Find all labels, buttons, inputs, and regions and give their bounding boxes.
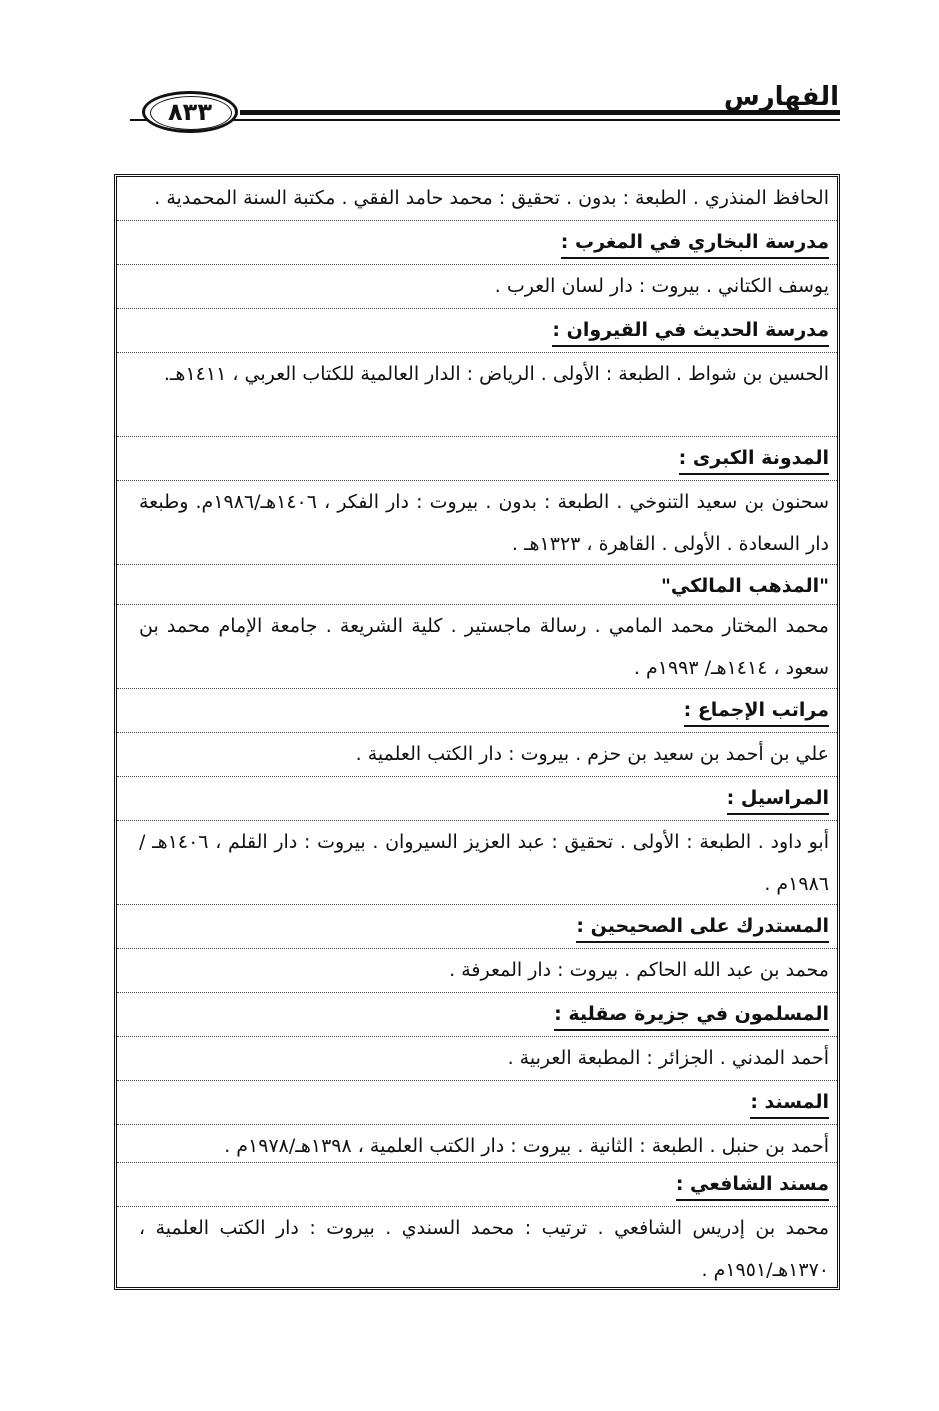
entry-title: مسند الشافعي : (117, 1163, 837, 1207)
entry-details: الحافظ المنذري . الطبعة : بدون . تحقيق : محمد حامد الفقي . مكتبة السنة المحمدية . (117, 177, 837, 221)
entry-details: أحمد بن حنبل . الطبعة : الثانية . بيروت : دار الكتب العلمية ، ١٣٩٨هـ/١٩٧٨م . (117, 1125, 837, 1163)
entry-title: المسند : (117, 1081, 837, 1125)
bibliography-table (114, 174, 840, 1290)
entry-details: الحسين بن شواط . الطبعة : الأولى . الرياض : الدار العالمية للكتاب العربي ، ١٤١١هـ. (117, 353, 837, 437)
entry-details: علي بن أحمد بن سعيد بن حزم . بيروت : دار الكتب العلمية . (117, 733, 837, 777)
page-number: ٨٣٣ (168, 98, 212, 126)
entry-details: أبو داود . الطبعة : الأولى . تحقيق : عبد العزيز السيروان . بيروت : دار القلم ، ١٤٠٦هـ /١٩٨٦م . (117, 821, 837, 905)
entry-title: مدرسة الحديث في القيروان : (117, 309, 837, 353)
entry-details: أحمد المدني . الجزائر : المطبعة العربية . (117, 1037, 837, 1081)
page-number-oval-inner (150, 96, 232, 130)
entry-details: محمد بن عبد الله الحاكم . بيروت : دار المعرفة . (117, 949, 837, 993)
entry-details: محمد بن إدريس الشافعي . ترتيب : محمد السندي . بيروت : دار الكتب العلمية ، ١٣٧٠هـ/١٩٥١م . (139, 1217, 829, 1281)
entry-title: المدونة الكبرى : (117, 437, 837, 481)
entry-details: يوسف الكتاني . بيروت : دار لسان العرب . (117, 265, 837, 309)
entry-title: مدرسة البخاري في المغرب : (117, 221, 837, 265)
entry-title: المستدرك على الصحيحين : (117, 905, 837, 949)
entry-details: محمد المختار محمد المامي . رسالة ماجستير . كلية الشريعة . جامعة الإمام محمد بن سعود ، ١٤١٤هـ/ ١٩٩٣م . (117, 605, 837, 689)
entry-title: المسلمون في جزيرة صقلية : (117, 993, 837, 1037)
entry-title: المراسيل : (117, 777, 837, 821)
header-rule-thin (130, 119, 840, 121)
page-header (0, 0, 939, 140)
running-title: الفهارس (723, 82, 839, 112)
entry-title: "المذهب المالكي" (117, 565, 837, 605)
entry-title: مراتب الإجماع : (117, 689, 837, 733)
entry-details: سحنون بن سعيد التنوخي . الطبعة : بدون . بيروت : دار الفكر ، ١٤٠٦هـ/١٩٨٦م. وطبعة دار السعادة . الأولى . القاهرة ، ١٣٢٣هـ . (117, 481, 837, 565)
